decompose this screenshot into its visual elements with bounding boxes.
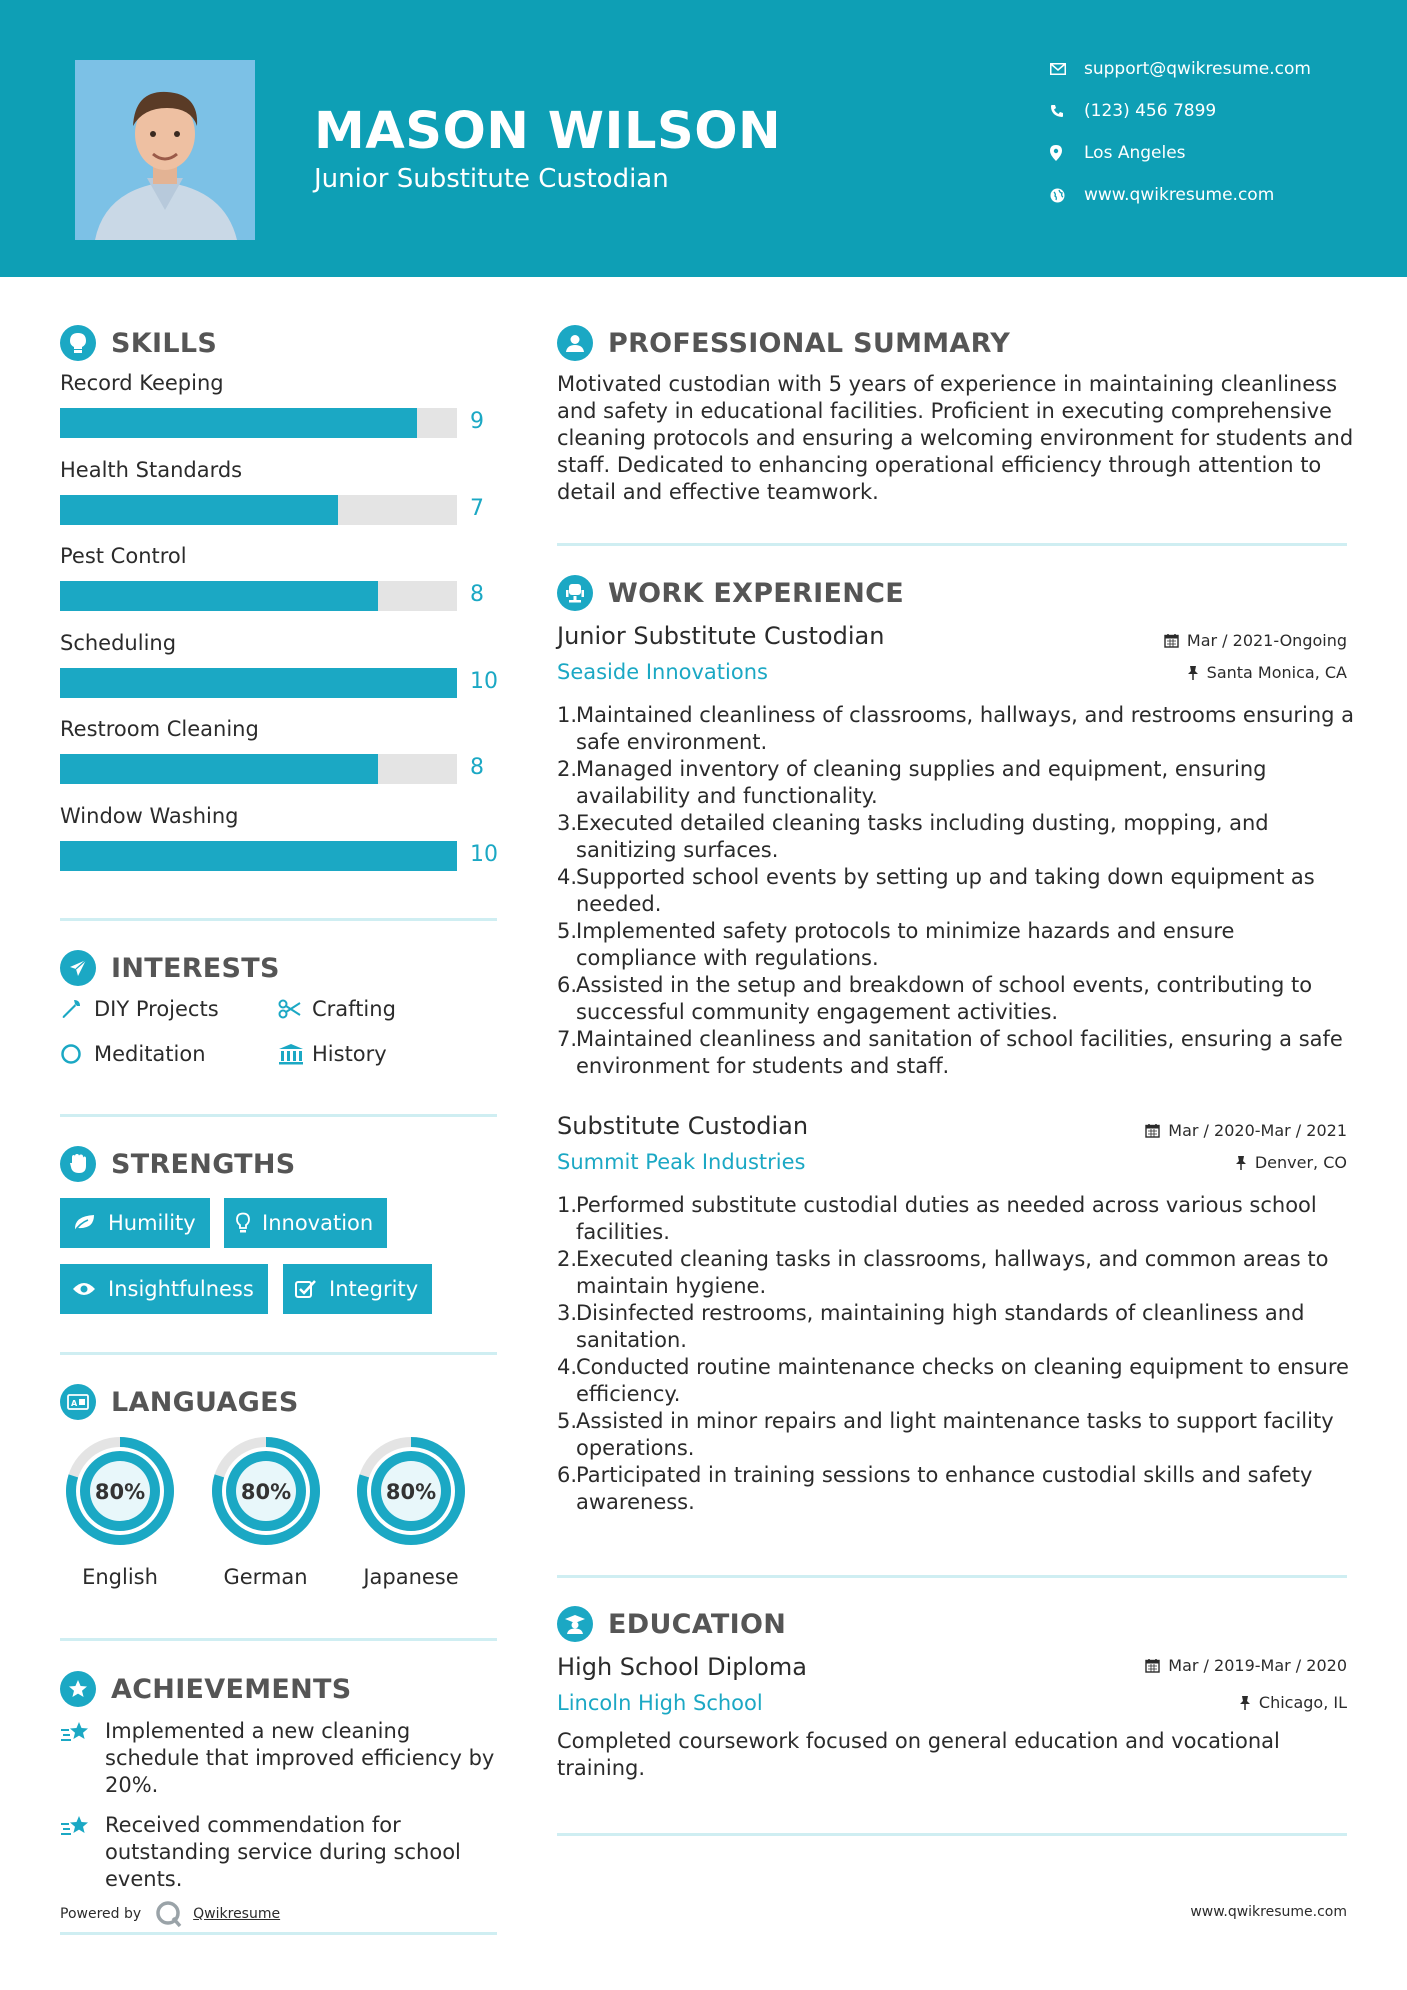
summary-text: Motivated custodian with 5 years of experience in maintaining cleanliness and safety in educational facilities. Proficient in executing comprehensive cleaning protocols and ensuring a welcoming environment for students and staff. Dedicated to enhancing operational efficiency through attention to detail and effective teamwork. xyxy=(557,372,1354,504)
divider xyxy=(60,1352,497,1355)
interest-item: History xyxy=(278,1042,387,1066)
skill-bar xyxy=(60,495,457,525)
contact-location xyxy=(1050,139,1380,167)
scissors-icon xyxy=(278,999,312,1019)
job-company: Seaside Innovations xyxy=(557,660,768,684)
list-number: 4. xyxy=(557,865,578,889)
powered-by: Powered by Qwikresume xyxy=(60,1900,280,1928)
experience-heading: WORK EXPERIENCE xyxy=(557,575,904,611)
skill-bar-fill xyxy=(60,408,417,438)
skill-label: Scheduling xyxy=(60,630,177,655)
strength-badge: Innovation xyxy=(224,1198,387,1248)
language-donut xyxy=(204,1429,328,1557)
language-label: Japanese xyxy=(363,1565,459,1589)
svg-text:A: A xyxy=(71,1399,78,1408)
list-item xyxy=(557,1462,1357,1516)
pushpin-icon xyxy=(1235,1155,1247,1170)
interest-item: Meditation xyxy=(60,1042,206,1066)
contact-location-text: Los Angeles xyxy=(1084,143,1186,163)
education-degree: High School Diploma xyxy=(557,1653,807,1681)
list-text: Implemented safety protocols to minimize hazards and ensure compliance with regulations. xyxy=(576,919,1235,970)
education-date: Mar / 2019-Mar / 2020 xyxy=(1145,1656,1347,1675)
skill-label: Health Standards xyxy=(60,457,243,482)
strength-badge: Humility xyxy=(60,1198,210,1248)
list-text: Assisted in minor repairs and light maintenance tasks to support facility operations. xyxy=(576,1409,1334,1460)
list-text: Maintained cleanliness of classrooms, hallways, and restrooms ensuring a safe environment. xyxy=(576,703,1355,754)
interest-item: Crafting xyxy=(278,997,396,1021)
skills-heading: SKILLS xyxy=(60,325,217,361)
skill-value: 10 xyxy=(470,841,498,867)
job-date: Mar / 2020-Mar / 2021 xyxy=(1145,1121,1347,1140)
skill-bar xyxy=(60,581,457,611)
leaf-icon xyxy=(72,1213,96,1233)
education-heading: EDUCATION xyxy=(557,1606,786,1642)
list-text: Participated in training sessions to enhance custodial skills and safety awareness. xyxy=(576,1463,1313,1514)
list-item xyxy=(557,702,1357,756)
calendar-icon xyxy=(1145,1123,1160,1138)
language-donut xyxy=(349,1429,473,1557)
skill-label: Window Washing xyxy=(60,803,239,828)
job-duties-list xyxy=(557,1192,1357,1516)
museum-icon xyxy=(278,1043,312,1065)
paper-plane-icon xyxy=(60,950,96,986)
contact-email-text: support@qwikresume.com xyxy=(1084,59,1311,79)
education-location: Chicago, IL xyxy=(1239,1693,1347,1712)
list-item xyxy=(557,1192,1357,1246)
resume-header xyxy=(0,0,1407,277)
summary-heading: PROFESSIONAL SUMMARY xyxy=(557,325,1010,361)
shooting-star-icon xyxy=(60,1812,105,1893)
divider xyxy=(60,1932,497,1935)
job-company: Summit Peak Industries xyxy=(557,1150,806,1174)
achievement-item: Received commendation for outstanding service during school events. xyxy=(60,1812,510,1893)
calendar-icon xyxy=(1164,633,1179,648)
list-item xyxy=(557,918,1357,972)
skill-bar-fill xyxy=(60,495,338,525)
job-title: Junior Substitute Custodian xyxy=(557,622,885,650)
contact-phone[interactable] xyxy=(1050,97,1380,125)
skill-bar-fill xyxy=(60,581,378,611)
language-card-icon xyxy=(60,1384,96,1420)
star-badge-icon xyxy=(60,1671,96,1707)
lightbulb-icon xyxy=(236,1212,250,1234)
profile-photo xyxy=(75,60,255,240)
contact-phone-text: (123) 456 7899 xyxy=(1084,101,1217,121)
strength-badge: Insightfulness xyxy=(60,1264,268,1314)
list-text: Conducted routine maintenance checks on cleaning equipment to ensure efficiency. xyxy=(576,1355,1349,1406)
list-item xyxy=(557,1026,1357,1080)
skill-value: 9 xyxy=(470,409,484,434)
list-number: 2. xyxy=(557,757,578,781)
skill-value: 8 xyxy=(470,582,484,607)
skill-label: Pest Control xyxy=(60,544,187,568)
briefcase-chair-icon xyxy=(557,575,593,611)
user-icon xyxy=(557,325,593,361)
language-label: German xyxy=(223,1565,308,1589)
language-label: English xyxy=(82,1565,158,1589)
job-title: Substitute Custodian xyxy=(557,1112,809,1140)
wrench-icon xyxy=(60,998,94,1020)
shooting-star-icon xyxy=(60,1718,105,1799)
list-item xyxy=(557,810,1357,864)
globe-icon xyxy=(1050,188,1084,203)
list-text: Executed detailed cleaning tasks including dusting, mopping, and sanitizing surfaces. xyxy=(576,811,1269,862)
list-number: 7. xyxy=(557,1027,578,1051)
language-percent: 80% xyxy=(94,1480,146,1504)
skill-bar-fill xyxy=(60,668,457,698)
list-text: Disinfected restrooms, maintaining high standards of cleanliness and sanitation. xyxy=(576,1301,1305,1352)
list-text: Executed cleaning tasks in classrooms, hallways, and common areas to maintain hygiene. xyxy=(576,1247,1329,1298)
job-location: Santa Monica, CA xyxy=(1187,663,1347,682)
divider xyxy=(557,1575,1347,1578)
achievement-item: Implemented a new cleaning schedule that improved efficiency by 20%. xyxy=(60,1718,510,1799)
list-item xyxy=(557,1300,1357,1354)
list-number: 6. xyxy=(557,1463,578,1487)
circle-icon xyxy=(60,1043,94,1065)
strength-badge: Integrity xyxy=(283,1264,432,1314)
fist-icon xyxy=(60,1146,96,1182)
skill-bar xyxy=(60,668,457,698)
list-item xyxy=(557,972,1357,1026)
calendar-icon xyxy=(1145,1658,1160,1673)
list-number: 3. xyxy=(557,811,578,835)
language-percent: 80% xyxy=(240,1480,291,1504)
contact-email[interactable] xyxy=(1050,55,1380,83)
interests-heading: INTERESTS xyxy=(60,950,280,986)
list-item xyxy=(557,864,1357,918)
language-donut xyxy=(58,1429,182,1557)
language-percent: 80% xyxy=(385,1480,437,1504)
list-number: 2. xyxy=(557,1247,578,1271)
list-number: 1. xyxy=(557,703,578,727)
contact-website-text: www.qwikresume.com xyxy=(1084,185,1275,205)
job-date: Mar / 2021-Ongoing xyxy=(1164,631,1347,650)
education-school: Lincoln High School xyxy=(557,1691,763,1715)
list-number: 5. xyxy=(557,919,578,943)
education-text: Completed coursework focused on general education and vocational training. xyxy=(557,1729,1280,1780)
location-pin-icon xyxy=(1050,145,1084,161)
interest-item: DIY Projects xyxy=(60,997,219,1021)
divider xyxy=(60,1638,497,1641)
skill-label: Restroom Cleaning xyxy=(60,717,259,741)
job-duties-list xyxy=(557,702,1357,1080)
list-item xyxy=(557,1354,1357,1408)
list-item xyxy=(557,1246,1357,1300)
qwikresume-logo-icon xyxy=(155,1900,183,1928)
candidate-name: MASON WILSON xyxy=(314,102,782,161)
pushpin-icon xyxy=(1239,1695,1251,1710)
candidate-title: Junior Substitute Custodian xyxy=(314,164,669,194)
qwikresume-link[interactable]: Qwikresume xyxy=(193,1906,281,1922)
lightbulb-icon xyxy=(60,325,96,361)
skill-label: Record Keeping xyxy=(60,371,224,395)
checkbox-icon xyxy=(295,1279,317,1299)
envelope-icon xyxy=(1050,63,1084,75)
skill-value: 7 xyxy=(470,495,484,521)
skill-bar xyxy=(60,754,457,784)
list-number: 6. xyxy=(557,973,578,997)
divider xyxy=(60,918,497,921)
contact-website[interactable] xyxy=(1050,181,1380,209)
skill-value: 8 xyxy=(470,755,484,780)
skill-value: 10 xyxy=(470,668,498,694)
divider xyxy=(60,1114,497,1117)
list-number: 1. xyxy=(557,1193,578,1217)
divider xyxy=(557,543,1347,546)
phone-icon xyxy=(1050,104,1084,118)
list-number: 5. xyxy=(557,1409,578,1433)
list-item xyxy=(557,1408,1357,1462)
list-text: Assisted in the setup and breakdown of school events, contributing to successful community engagement activities. xyxy=(576,973,1313,1024)
skill-bar xyxy=(60,408,457,438)
strengths-heading: STRENGTHS xyxy=(60,1146,296,1182)
list-number: 3. xyxy=(557,1301,578,1325)
list-item xyxy=(557,756,1357,810)
list-number: 4. xyxy=(557,1355,578,1379)
list-text: Maintained cleanliness and sanitation of school facilities, ensuring a safe environment for students and staff. xyxy=(576,1027,1343,1078)
footer-url[interactable]: www.qwikresume.com xyxy=(1190,1904,1347,1920)
graduate-icon xyxy=(557,1606,593,1642)
pushpin-icon xyxy=(1187,665,1199,680)
list-text: Supported school events by setting up and taking down equipment as needed. xyxy=(576,865,1315,916)
list-text: Performed substitute custodial duties as needed across various school facilities. xyxy=(576,1193,1317,1244)
languages-heading: A LANGUAGES xyxy=(60,1384,299,1420)
skill-bar-fill xyxy=(60,754,378,784)
achievements-heading: ACHIEVEMENTS xyxy=(60,1671,352,1707)
divider xyxy=(557,1833,1347,1836)
skill-bar-fill xyxy=(60,841,457,871)
eye-icon xyxy=(72,1281,96,1297)
job-location: Denver, CO xyxy=(1235,1153,1347,1172)
list-text: Managed inventory of cleaning supplies and equipment, ensuring availability and functionality. xyxy=(576,757,1267,808)
skill-bar xyxy=(60,841,457,871)
